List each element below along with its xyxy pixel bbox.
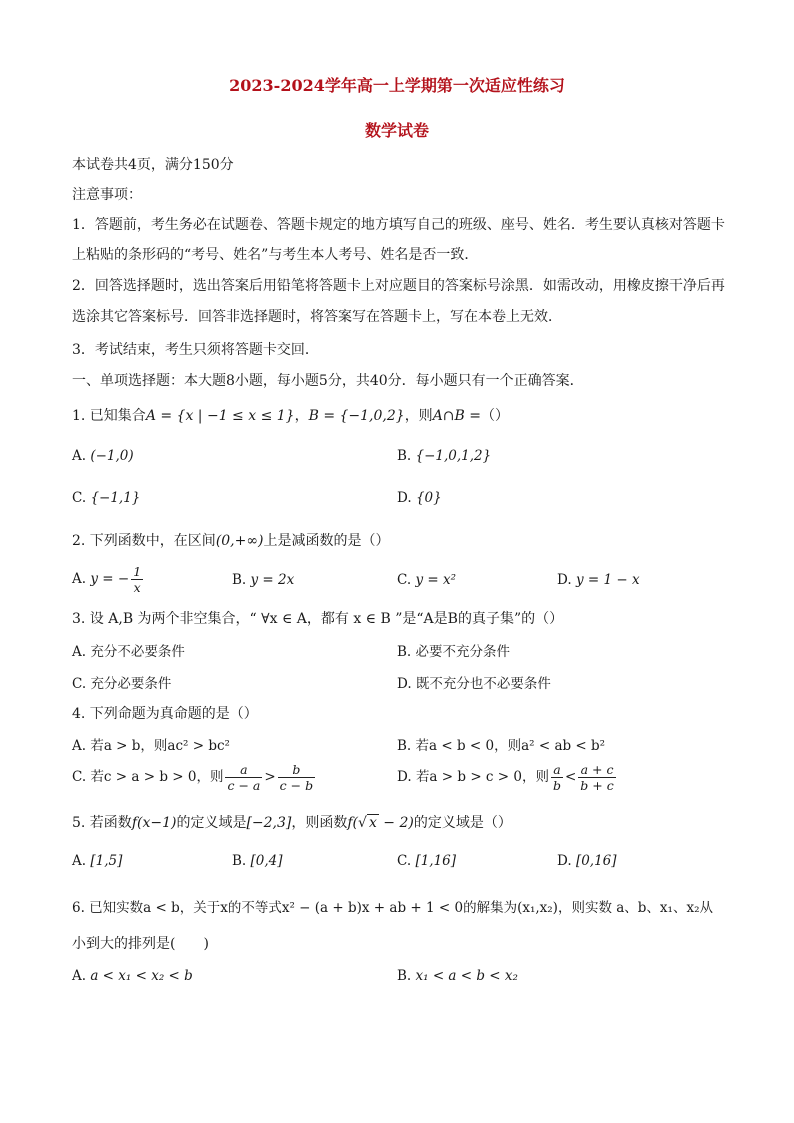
option-text: [0,4] xyxy=(250,853,283,869)
q1-set-a: A = {x | −1 ≤ x ≤ 1} xyxy=(145,408,295,424)
q5-option-b[interactable] xyxy=(232,853,283,869)
option-label: B. xyxy=(397,644,412,660)
fraction-numerator: b xyxy=(278,762,315,778)
q1-stem xyxy=(72,405,509,425)
option-text: y = 1 − x xyxy=(575,572,640,588)
note-3: 3．考试结束，考生只须将答题卡交回． xyxy=(72,342,319,358)
q2-option-b[interactable] xyxy=(232,572,294,588)
fraction-denominator: b + c xyxy=(580,778,614,793)
fraction-denominator: b xyxy=(552,778,561,793)
note-2b: 选涂其它答案标号．回答非选择题时，将答案写在答题卡上，写在本卷上无效． xyxy=(72,309,562,325)
option-text: {−1,0,1,2} xyxy=(415,448,492,464)
q5-f1: f(x−1) xyxy=(131,815,177,831)
option-text: [1,16] xyxy=(415,853,457,869)
option-label: C. xyxy=(397,572,412,588)
q2-a-lhs: y = − xyxy=(90,571,130,587)
q5-stem-end: 的定义域是（） xyxy=(413,815,512,831)
q4-d-relation: < xyxy=(564,769,577,785)
fraction-denominator: x xyxy=(133,580,141,595)
q4-d-fraction-1 xyxy=(551,762,563,793)
option-label: D. xyxy=(557,572,572,588)
q5-stem-mid1: 的定义域是 xyxy=(176,815,247,831)
q4-option-a[interactable] xyxy=(72,734,230,754)
fraction-numerator: a xyxy=(551,762,563,778)
option-label: B. xyxy=(397,738,412,754)
q1-set-b: B = {−1,0,2} xyxy=(308,408,405,424)
q1-option-a[interactable] xyxy=(72,448,134,464)
q2-option-c[interactable] xyxy=(397,572,456,588)
q4-d-fraction-2 xyxy=(578,762,615,793)
option-label: B. xyxy=(397,968,412,984)
q5-stem-mid2: ，则函数 xyxy=(291,815,348,831)
option-text: 必要不充分条件 xyxy=(415,644,511,660)
q1-stem-prefix: 1. 已知集合 xyxy=(72,408,146,424)
q1-option-d[interactable] xyxy=(397,490,442,506)
q5-radicand: x xyxy=(368,815,377,831)
option-label: D. xyxy=(397,676,412,692)
q1-stem-end: （） xyxy=(481,408,509,424)
q5-stem-prefix: 5. 若函数 xyxy=(72,815,132,831)
option-text: 若a > b，则ac² > bc² xyxy=(90,738,230,754)
option-text: 若a < b < 0，则a² < ab < b² xyxy=(415,738,606,754)
q3-option-d[interactable] xyxy=(397,672,551,692)
option-label: A. xyxy=(72,571,87,587)
q2-stem xyxy=(72,530,390,550)
q4-c-prefix: 若c > a > b > 0，则 xyxy=(90,769,224,785)
sqrt-icon: √ xyxy=(358,815,367,831)
option-label: C. xyxy=(397,853,412,869)
option-label: D. xyxy=(397,769,412,785)
q4-c-fraction-1 xyxy=(225,762,262,793)
note-2a: 2．回答选择题时，选出答案后用铅笔将答题卡上对应题目的答案标号涂黑．如需改动，用橡皮擦干净后再 xyxy=(72,278,725,294)
option-text: 充分不必要条件 xyxy=(90,644,185,660)
option-label: A. xyxy=(72,644,87,660)
option-text: 充分必要条件 xyxy=(90,676,172,692)
fraction-numerator: 1 xyxy=(133,564,142,579)
option-text: y = x² xyxy=(415,572,456,588)
q1-option-c[interactable] xyxy=(72,490,140,506)
q2-stem-prefix: 2. 下列函数中，在区间 xyxy=(72,533,216,549)
option-label: B. xyxy=(232,572,247,588)
q4-option-d[interactable] xyxy=(397,762,618,793)
q6-stem-line-2: 小到大的排列是( ) xyxy=(72,936,209,952)
option-label: A. xyxy=(72,738,87,754)
option-label: C. xyxy=(72,769,87,785)
fraction-denominator: c − b xyxy=(279,778,314,793)
option-text: y = 2x xyxy=(250,572,295,588)
q2-a-fraction xyxy=(131,564,143,595)
q5-stem xyxy=(72,812,512,832)
option-label: A. xyxy=(72,853,87,869)
q2-stem-end: 上是减函数的是（） xyxy=(263,533,390,549)
q1-sep: ， xyxy=(294,408,309,424)
q1-option-b[interactable] xyxy=(397,448,491,464)
q5-domain: [−2,3] xyxy=(246,815,292,831)
option-label: C. xyxy=(72,676,87,692)
option-text: x₁ < a < b < x₂ xyxy=(415,968,518,984)
option-text: (−1,0) xyxy=(90,448,134,464)
q3-stem: 3. 设 A,B 为两个非空集合，“ ∀x ∈ A，都有 x ∈ B ”是“A是B的真子集”的（） xyxy=(72,611,564,627)
q5-option-d[interactable] xyxy=(557,853,617,869)
note-1a: 1．答题前，考生务必在试题卷、答题卡规定的地方填写自己的班级、座号、姓名．考生要认真核对答题卡 xyxy=(72,217,725,233)
q4-option-b[interactable] xyxy=(397,734,605,754)
option-text: [1,5] xyxy=(90,853,123,869)
notice-label: 注意事项： xyxy=(72,187,142,203)
q4-option-c[interactable] xyxy=(72,762,317,793)
q4-stem: 4. 下列命题为真命题的是（） xyxy=(72,706,258,722)
q3-option-a[interactable] xyxy=(72,640,185,660)
option-label: D. xyxy=(557,853,572,869)
q6-option-a[interactable] xyxy=(72,968,193,984)
option-label: B. xyxy=(397,448,412,464)
option-label: B. xyxy=(232,853,247,869)
exam-title: 2023-2024学年高一上学期第一次适应性练习 xyxy=(229,76,565,95)
q6-stem-line-1: 6. 已知实数a < b，关于x的不等式x² − (a + b)x + ab + 1 < 0的解集为(x₁,x₂)，则实数 a、b、x₁、x₂从 xyxy=(72,900,713,916)
q3-option-b[interactable] xyxy=(397,640,510,660)
option-text: a < x₁ < x₂ < b xyxy=(90,968,193,984)
q4-c-relation: > xyxy=(264,769,276,785)
option-label: C. xyxy=(72,490,87,506)
q6-option-b[interactable] xyxy=(397,968,518,984)
fraction-denominator: c − a xyxy=(227,778,261,793)
option-text: [0,16] xyxy=(575,853,617,869)
exam-subtitle: 数学试卷 xyxy=(364,121,429,140)
fraction-numerator: a xyxy=(225,762,262,778)
q5-f2-pre: f( xyxy=(347,815,359,831)
note-1b: 上粘贴的条形码的“考号、姓名”与考生本人考号、姓名是否一致． xyxy=(72,247,479,263)
pages-score-line: 本试卷共4页，满分150分 xyxy=(72,157,234,173)
section-1-heading: 一、单项选择题：本大题8小题，每小题5分，共40分．每小题只有一个正确答案． xyxy=(72,373,584,389)
q2-interval: (0,+∞) xyxy=(215,533,264,549)
option-label: A. xyxy=(72,448,87,464)
option-label: D. xyxy=(397,490,412,506)
q1-expr: A∩B = xyxy=(432,408,481,424)
q5-option-c[interactable] xyxy=(397,853,456,869)
q3-option-c[interactable] xyxy=(72,672,171,692)
option-text: {−1,1} xyxy=(90,490,141,506)
q5-f2-post: − 2) xyxy=(378,815,414,831)
q2-option-d[interactable] xyxy=(557,572,640,588)
option-label: A. xyxy=(72,968,87,984)
q1-stem-mid: ，则 xyxy=(404,408,433,424)
option-text: 既不充分也不必要条件 xyxy=(415,676,551,692)
fraction-numerator: a + c xyxy=(578,762,615,778)
q2-option-a[interactable] xyxy=(72,564,145,595)
option-text: {0} xyxy=(415,490,442,506)
q4-d-prefix: 若a > b > c > 0，则 xyxy=(415,769,549,785)
q5-option-a[interactable] xyxy=(72,853,122,869)
q4-c-fraction-2 xyxy=(278,762,315,793)
